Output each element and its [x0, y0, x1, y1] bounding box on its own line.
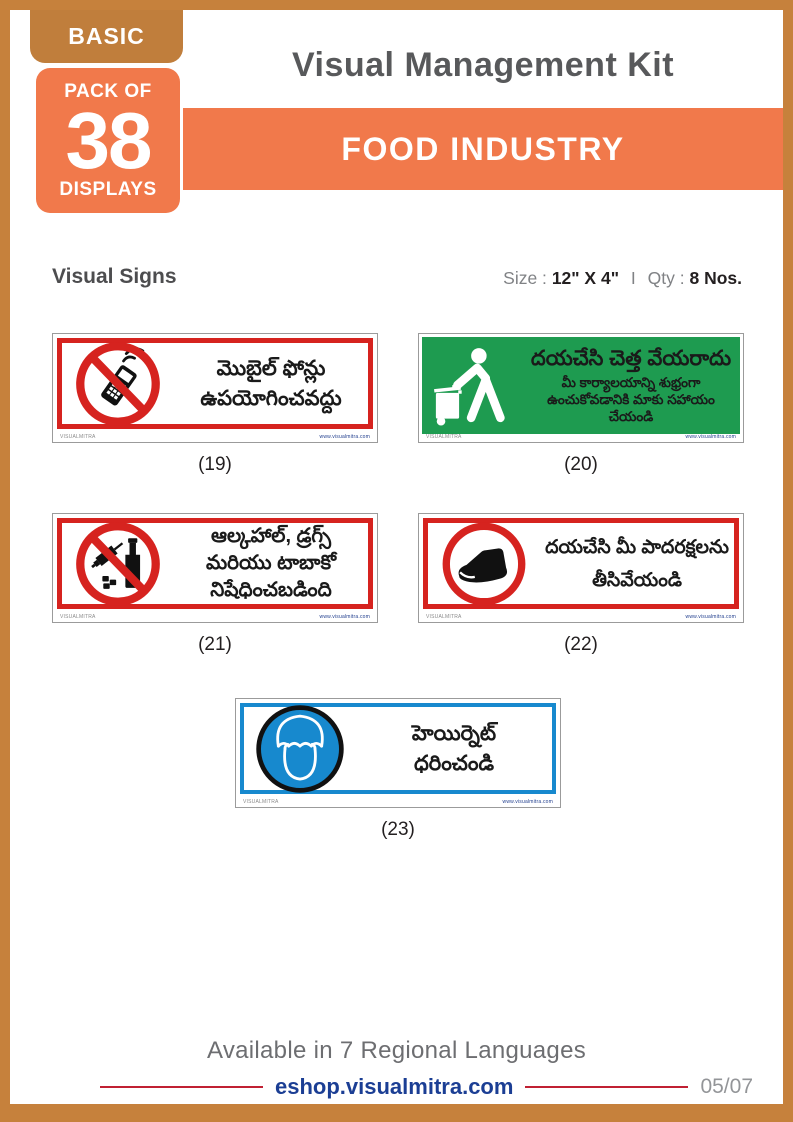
fine-print-url: www.visualmitra.com	[502, 799, 553, 805]
sign-no-alcohol-drugs-tobacco	[52, 513, 378, 623]
availability-note: Available in 7 Regional Languages	[206, 1037, 587, 1064]
sign-text	[540, 531, 734, 597]
sign-text-line: మరియు టాబాకో	[205, 552, 337, 574]
sign-text-line: మీ కార్యాలయాన్ని శుభ్రంగా	[561, 375, 701, 390]
fine-print-brand: VISUALMITRA	[60, 434, 96, 440]
spec-line	[503, 268, 742, 289]
section-title: Visual Signs	[52, 265, 177, 288]
sign-heading: దయచేసి చెత్త వేయరాదు	[530, 347, 732, 370]
sign-text-line: తీసివేయండి	[592, 569, 682, 591]
tier-badge-label: BASIC	[68, 23, 145, 49]
category-banner-label: FOOD INDUSTRY	[341, 130, 625, 167]
fine-print-brand: VISUALMITRA	[60, 614, 96, 620]
size-label: Size :	[503, 268, 547, 288]
sign-number-20: (20)	[564, 454, 598, 475]
sign-frame	[423, 518, 739, 609]
wear-hairnet-icon	[244, 702, 356, 796]
sign-wear-hairnet	[235, 698, 561, 808]
fine-print-brand: VISUALMITRA	[426, 614, 462, 620]
no-alcohol-drugs-tobacco-icon	[62, 518, 174, 610]
sign-text-line: ఆల్కహాల్, డ్రగ్స్	[211, 525, 331, 547]
fine-print-url: www.visualmitra.com	[685, 614, 736, 620]
footer-rule-row	[100, 1072, 753, 1102]
rule-line-left	[100, 1086, 263, 1088]
sign-text	[174, 523, 368, 604]
sign-text-line: ఉంచుకోవడానికి మాకు సహాయం	[547, 392, 715, 407]
sign-no-littering	[418, 333, 744, 443]
sign-text	[356, 719, 552, 779]
qty-value: 8 Nos.	[689, 268, 742, 288]
fine-print-url: www.visualmitra.com	[685, 434, 736, 440]
fine-print-url: www.visualmitra.com	[319, 614, 370, 620]
sign-text	[174, 354, 368, 414]
sign-number-19: (19)	[198, 454, 232, 475]
pack-count: 38	[65, 95, 151, 185]
sign-number-23: (23)	[381, 819, 415, 840]
sign-frame	[57, 518, 373, 609]
size-value: 12" X 4"	[551, 268, 620, 288]
sign-text-line: దయచేసి మీ పాదరక్షలను	[545, 536, 729, 558]
sign-no-mobile-phones	[52, 333, 378, 443]
no-mobile-phone-icon	[62, 338, 174, 430]
sign-text-line: నిషేధించబడింది	[210, 579, 332, 601]
rule-line-right	[525, 1086, 688, 1088]
sign-text	[522, 346, 740, 425]
sign-text-line: హెయిర్నెట్	[411, 721, 497, 745]
spec-separator: I	[630, 268, 636, 288]
pack-count-badge	[36, 68, 180, 213]
sign-number-22: (22)	[564, 634, 598, 655]
sign-text-line: మొబైల్ ఫోన్లు	[216, 356, 326, 380]
sign-remove-footwear	[418, 513, 744, 623]
fine-print-url: www.visualmitra.com	[319, 434, 370, 440]
page-number: 05/07	[700, 1075, 754, 1098]
use-dustbin-icon	[422, 339, 522, 433]
displays-label: DISPLAYS	[59, 178, 157, 200]
category-banner	[183, 108, 783, 190]
sign-text-line: ఉపయోగించవద్దు	[200, 386, 342, 410]
sign-text-line: చేయండి	[608, 409, 654, 424]
sign-frame	[422, 337, 740, 434]
fine-print-brand: VISUALMITRA	[243, 799, 279, 805]
qty-label: Qty :	[647, 268, 685, 288]
sign-frame	[240, 703, 556, 794]
pack-of-label: PACK OF	[64, 80, 152, 102]
remove-footwear-icon	[428, 518, 540, 610]
sign-text-line: ధరించండి	[413, 751, 495, 775]
website-link[interactable]: eshop.visualmitra.com	[275, 1074, 514, 1099]
page-title: Visual Management Kit	[291, 46, 675, 84]
fine-print-brand: VISUALMITRA	[426, 434, 462, 440]
sign-number-21: (21)	[198, 634, 232, 655]
sign-frame	[57, 338, 373, 429]
tier-badge	[30, 10, 183, 63]
